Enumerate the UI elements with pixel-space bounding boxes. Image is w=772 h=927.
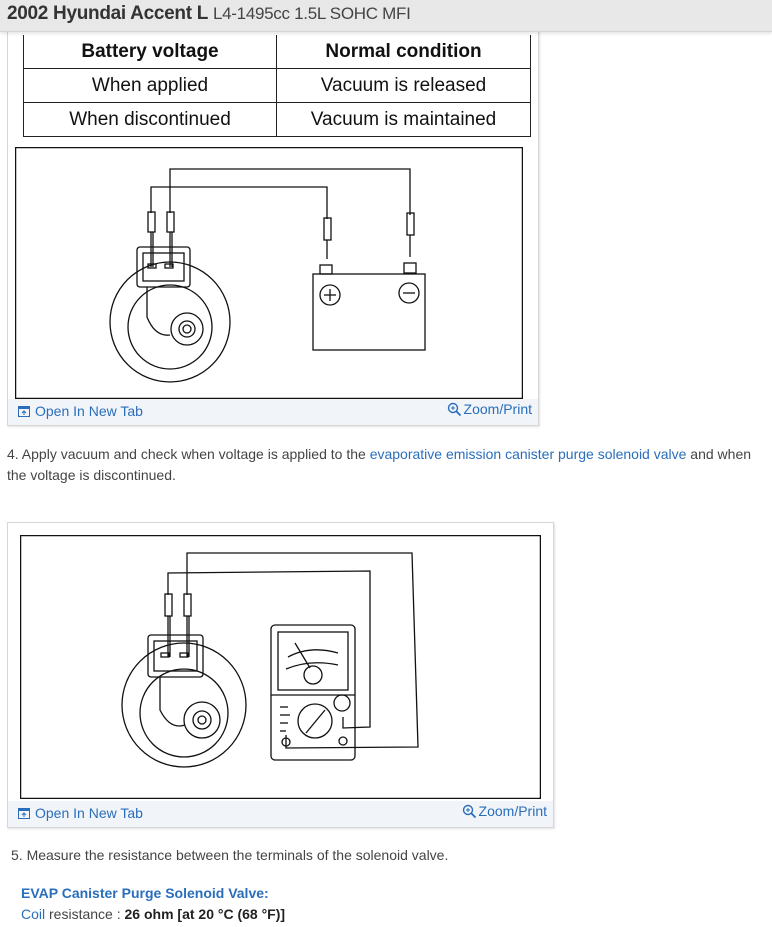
zoom-in-icon	[462, 804, 477, 819]
spec-heading: EVAP Canister Purge Solenoid Valve:	[21, 885, 269, 901]
spec-value: 26 ohm [at 20 °C (68 °F)]	[124, 906, 286, 922]
zoom-print-button[interactable]	[462, 803, 547, 819]
zoom-in-icon	[447, 402, 462, 417]
engine-spec: L4-1495cc 1.5L SOHC MFI	[213, 4, 411, 23]
page-title	[7, 3, 411, 25]
open-in-new-tab-label: Open In New Tab	[35, 403, 143, 419]
table-cell: When applied	[24, 69, 277, 103]
purge-solenoid-link[interactable]: evaporative emission canister purge solenoid valve	[369, 446, 687, 462]
battery-test-diagram	[15, 147, 523, 399]
figure-card-battery	[7, 12, 539, 426]
table-cell: When discontinued	[24, 103, 277, 137]
table-row	[24, 103, 531, 137]
figure-card-ohmmeter	[7, 522, 554, 828]
vehicle-name: 2002 Hyundai Accent L	[7, 3, 209, 24]
voltage-condition-table	[23, 35, 531, 137]
step-4-text: 4. Apply vacuum and check when voltage is applied to the evaporative emission canister purge solenoid valve and when the voltage is discontinued.	[7, 446, 752, 483]
table-header-row	[24, 35, 531, 69]
table-row	[24, 69, 531, 103]
ohmmeter-test-diagram	[20, 535, 541, 799]
open-new-tab-icon	[18, 406, 30, 417]
coil-link[interactable]: Coil	[21, 906, 46, 922]
column-header: Normal condition	[277, 35, 531, 69]
figure-footer	[8, 399, 538, 425]
column-header: Battery voltage	[24, 35, 277, 69]
step-5-text: 5. Measure the resistance between the terminals of the solenoid valve.	[11, 847, 449, 863]
zoom-print-button[interactable]	[447, 401, 532, 417]
spec-coil-resistance	[21, 906, 285, 922]
open-in-new-tab-button[interactable]	[18, 805, 143, 821]
zoom-print-label: Zoom/Print	[478, 803, 547, 819]
table-cell: Vacuum is released	[277, 69, 531, 103]
figure-footer	[8, 801, 553, 827]
table-cell: Vacuum is maintained	[277, 103, 531, 137]
vehicle-header	[0, 0, 772, 32]
open-in-new-tab-button[interactable]	[18, 403, 143, 419]
zoom-print-label: Zoom/Print	[463, 401, 532, 417]
spec-label: resistance :	[45, 906, 125, 922]
open-new-tab-icon	[18, 808, 30, 819]
open-in-new-tab-label: Open In New Tab	[35, 805, 143, 821]
